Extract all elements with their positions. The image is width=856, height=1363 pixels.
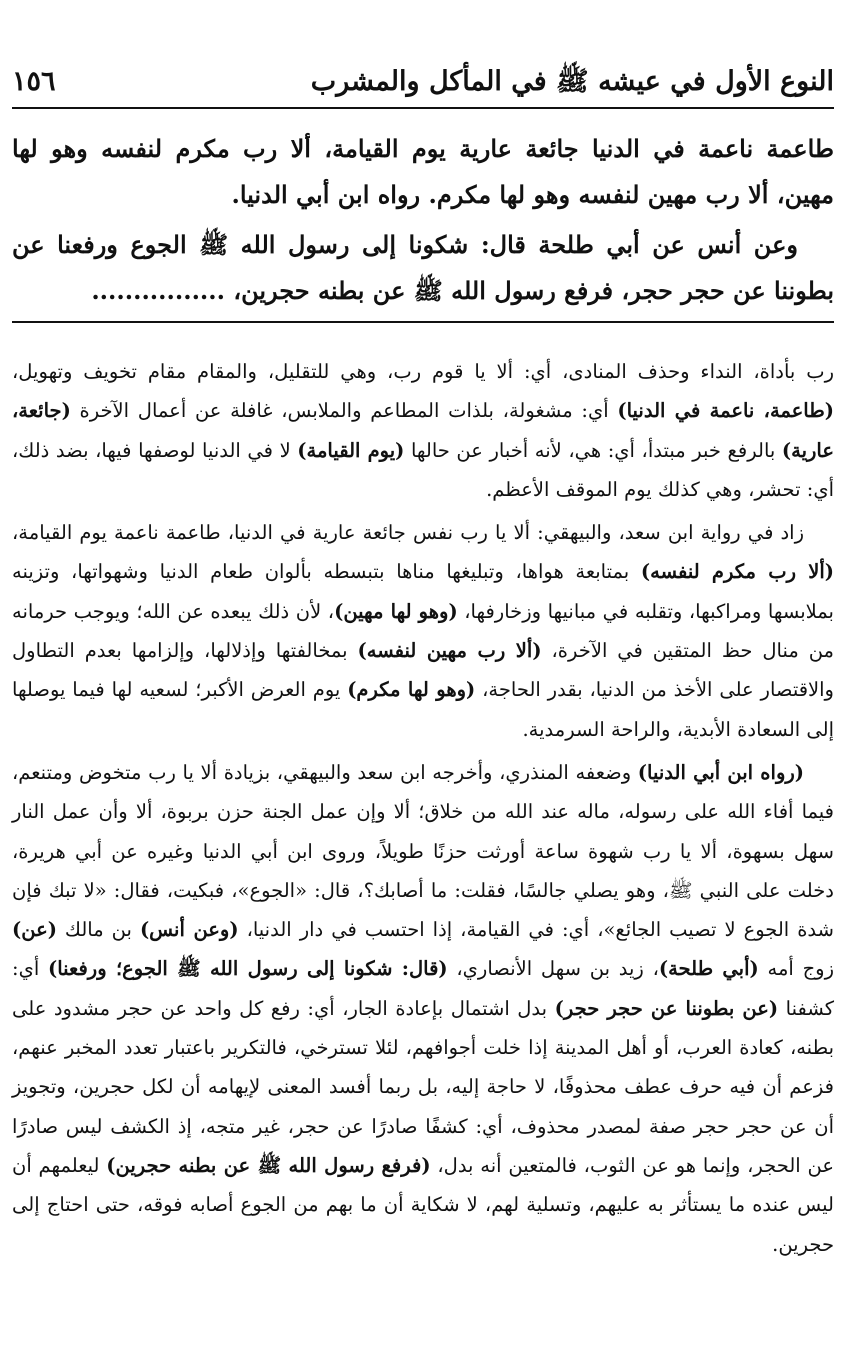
commentary-text: بمتابعة هواها، وتبليغها مناها بتبسطه بألوان طعام الدنيا وشهواتها، وتزينه بملابسها ومراكبها، وتقلبه في مبانيها وزخارفها، [12,560,834,623]
quoted-hadith-phrase: (ألا رب مكرم لنفسه) [640,560,835,584]
quoted-hadith-phrase: (رواه ابن أبي الدنيا) [637,760,804,784]
quoted-hadith-phrase: (يوم القيامة) [297,438,405,462]
commentary-text: بالرفع خبر مبتدأ، أي: هي، لأنه أخبار عن حالها [404,438,782,462]
commentary-text: رب بأداة، النداء وحذف المنادى، أي: ألا يا قوم رب، وهي للتقليل، والمقام مقام تخويف وتهويل، [12,360,834,383]
commentary-text: بدل اشتمال بإعادة الجار، أي: رفع كل واحد عن حجر مشدود على بطنه، كعادة العرب، أو أهل المدينة إذا خلت أجوافهم، لئلا تسترخي، فالتكرير باعتبار تعدد المخبر عنهم، فزعم أن فيه حرف عطف محذوفًا، لا حاجة إليه، بل ربما أفسد المعنى لإيهامه أن لكل حجرين، وتجويز أن عن حجر حجر صفة لمصدر محذوف، أي: كشفًا صادرًا عن حجر، غير متجه، إذ الكشف ليس صادرًا عن الحجر، وإنما هو عن الثوب، فالمتعين أنه بدل، [12,996,834,1177]
commentary-text: بن مالك [56,918,140,942]
commentary-text: ليعلمهم أن ليس عنده ما يستأثر به عليهم، وتسلية لهم، لا شكاية أن ما بهم من الجوع أصابه فوقه، حتى احتاج إلى حجرين. [12,1153,834,1256]
main-text-paragraph: طاعمة ناعمة في الدنيا جائعة عارية يوم القيامة، ألا رب مكرم لنفسه وهو لها مهين، ألا رب مهين لنفسه وهو لها مكرم. رواه ابن أبي الدنيا. [12,134,834,209]
chapter-title: النوع الأول في عيشه ﷺ في المأكل والمشرب [310,66,834,97]
quoted-hadith-phrase: (جائعة، عارية) [12,399,834,462]
quoted-hadith-phrase: (وهو لها مهين) [334,599,458,623]
header-rule [12,107,834,109]
quoted-hadith-phrase: (عن بطوننا عن حجر حجر) [554,996,779,1020]
commentary-text: ، لأن ذلك يبعده عن الله؛ ويوجب حرمانه من منال حظ المتقين في الآخرة، [12,599,834,663]
commentary-text: بمخالفتها وإذلالها، وإلزامها بعدم التطاول والاقتصار على الأخذ من الدنيا، بقدر الحاجة، [12,639,834,702]
commentary [12,352,834,1268]
main-text [12,126,834,314]
commentary-text: أي: مشغولة، بلذات المطاعم والملابس، غافلة عن أعمال الآخرة [70,399,618,423]
quoted-hadith-phrase: (وعن أنس) [139,918,239,942]
running-header [12,58,834,102]
quoted-hadith-phrase: (عن) [12,918,57,942]
main-text-paragraph: وعن أنس عن أبي طلحة قال: شكونا إلى رسول الله ﷺ الجوع ورفعنا عن بطوننا عن حجر حجر، فرفع رسول الله ﷺ عن بطنه حجرين، ................ [12,230,834,305]
commentary-text: زوج أمه [758,957,834,981]
commentary-text: أي: كشفنا [12,957,834,1020]
separator-rule [12,321,834,323]
commentary-text: يوم العرض الأكبر؛ لسعيه لها فيما يوصلها إلى السعادة الأبدية، والراحة السرمدية. [12,678,834,741]
quoted-hadith-phrase: (طاعمة، ناعمة في الدنيا) [617,399,834,423]
quoted-hadith-phrase: (قال: شكونا إلى رسول الله ﷺ الجوع؛ ورفعنا) [48,957,448,981]
quoted-hadith-phrase: (ألا رب مهين لنفسه) [357,639,542,663]
quoted-hadith-phrase: (وهو لها مكرم) [347,678,476,702]
quoted-hadith-phrase: (أبي طلحة) [658,957,759,981]
commentary-text: زاد في رواية ابن سعد، والبيهقي: ألا يا رب نفس جائعة عارية في الدنيا، طاعمة ناعمة يوم القيامة، [12,521,804,545]
commentary-paragraph [12,513,834,749]
quoted-hadith-phrase: (فرفع رسول الله ﷺ عن بطنه حجرين) [106,1153,431,1177]
commentary-text: وضعفه المنذري، وأخرجه ابن سعد والبيهقي، بزيادة ألا يا رب متخوض ومتنعم، فيما أفاء الله على رسوله، ماله عند الله من خلاق؛ ألا وإن عمل الجنة حزن بربوة، ألا وأن عمل النار سهل بسهوة، ألا يا رب شهوة ساعة أورثت حزنًا طويلاً، وروى ابن أبي الدنيا وغيره عن أبي هريرة، دخلت على النبي ﷺ، وهو يصلي جالسًا، فقلت: ما أصابك؟، قال: «الجوع»، فبكيت، فقال: «لا تبك فإن شدة الجوع لا تصيب الجائع»، أي: في القيامة، إذا احتسب في دار الدنيا، [12,760,834,942]
commentary-paragraph [12,352,834,509]
commentary-text: ، زيد بن سهل الأنصاري، [447,957,659,981]
page-number: ١٥٦ [12,66,56,97]
commentary-paragraph [12,753,834,1264]
commentary-text: لا في الدنيا لوصفها فيها، بضد ذلك، أي: تحشر، وهي كذلك يوم الموقف الأعظم. [12,438,834,501]
